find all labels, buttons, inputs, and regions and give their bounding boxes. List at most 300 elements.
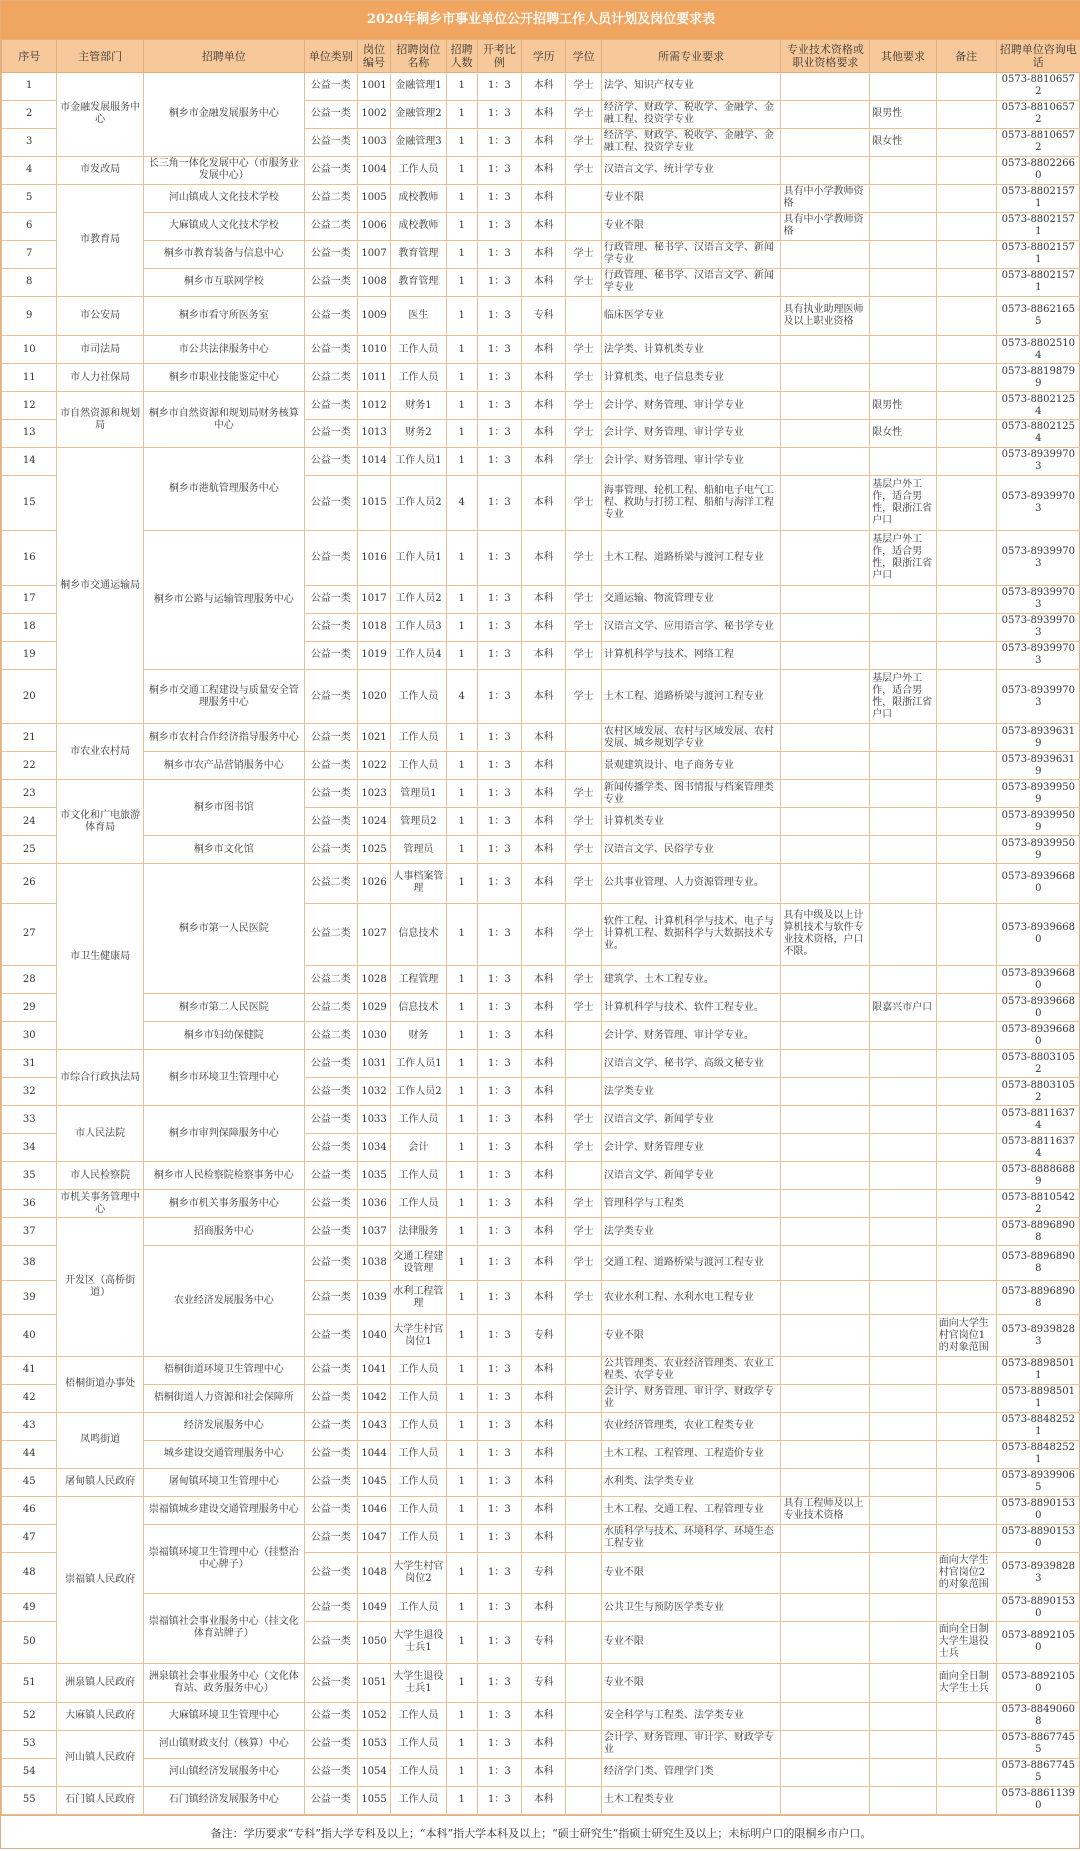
cell-count: 1 xyxy=(446,808,477,836)
cell-seq: 6 xyxy=(2,212,57,240)
cell-degree: 学士 xyxy=(566,1218,601,1246)
cell-phone: 0573-88021571 xyxy=(996,268,1080,296)
cell-remarks xyxy=(936,780,996,808)
cell-post-code: 1005 xyxy=(357,184,390,212)
cell-education: 专科 xyxy=(522,1622,566,1663)
cell-post-code: 1020 xyxy=(357,669,390,724)
cell-other-requirements xyxy=(870,1162,937,1190)
cell-post-name: 大学生村官岗位2 xyxy=(391,1552,446,1593)
cell-unit: 桐乡市文化馆 xyxy=(143,836,304,864)
cell-unit: 市公共法律服务中心 xyxy=(143,336,304,364)
cell-major: 景观建筑设计、电子商务专业 xyxy=(601,752,781,780)
header-category: 单位类别 xyxy=(304,40,357,73)
cell-major: 计算机类、电子信息类专业 xyxy=(601,364,781,392)
cell-post-name: 管理员1 xyxy=(391,780,446,808)
cell-unit: 招商服务中心 xyxy=(143,1218,304,1246)
cell-education: 本科 xyxy=(522,1106,566,1134)
table-row xyxy=(2,1786,1080,1814)
cell-count: 1 xyxy=(446,73,477,101)
cell-remarks xyxy=(936,641,996,669)
cell-ratio: 1：3 xyxy=(477,1315,521,1356)
cell-degree xyxy=(566,1078,601,1106)
cell-unit: 桐乡市第一人民医院 xyxy=(143,864,304,994)
cell-education: 本科 xyxy=(522,128,566,156)
cell-post-name: 工作人员 xyxy=(391,724,446,752)
cell-ratio: 1：3 xyxy=(477,1246,521,1281)
cell-seq: 46 xyxy=(2,1496,57,1524)
cell-phone: 0573-88921050 xyxy=(996,1622,1080,1663)
cell-category: 公益一类 xyxy=(304,1050,357,1078)
cell-post-name: 工作人员 xyxy=(391,1786,446,1814)
cell-post-name: 会计 xyxy=(391,1134,446,1162)
cell-post-code: 1014 xyxy=(357,447,390,475)
cell-degree: 学士 xyxy=(566,364,601,392)
cell-other-requirements xyxy=(870,1786,937,1814)
cell-post-name: 工作人员 xyxy=(391,1496,446,1524)
cell-major: 汉语言文学、统计学专业 xyxy=(601,156,781,184)
cell-ratio: 1：3 xyxy=(477,1622,521,1663)
cell-education: 专科 xyxy=(522,1552,566,1593)
cell-post-name: 人事档案管理 xyxy=(391,864,446,903)
cell-education: 本科 xyxy=(522,613,566,641)
cell-unit: 桐乡市职业技能鉴定中心 xyxy=(143,364,304,392)
cell-remarks xyxy=(936,1440,996,1468)
cell-degree: 学士 xyxy=(566,268,601,296)
table-row xyxy=(2,864,1080,903)
cell-phone: 0573-89399509 xyxy=(996,808,1080,836)
cell-count: 1 xyxy=(446,420,477,448)
cell-major: 农业经济管理类，农业工程类专业 xyxy=(601,1412,781,1440)
cell-count: 1 xyxy=(446,1622,477,1663)
cell-qualification xyxy=(781,1524,870,1552)
table-row xyxy=(2,1050,1080,1078)
cell-ratio: 1：3 xyxy=(477,808,521,836)
cell-ratio: 1：3 xyxy=(477,1496,521,1524)
cell-count: 1 xyxy=(446,1050,477,1078)
cell-post-code: 1022 xyxy=(357,752,390,780)
cell-count: 1 xyxy=(446,836,477,864)
cell-seq: 49 xyxy=(2,1594,57,1622)
cell-post-code: 1033 xyxy=(357,1106,390,1134)
cell-qualification xyxy=(781,864,870,903)
cell-major: 公共管理类、农业经济管理类、农业工程类、农学专业 xyxy=(601,1356,781,1384)
cell-post-code: 1029 xyxy=(357,994,390,1022)
cell-remarks xyxy=(936,1524,996,1552)
table-row xyxy=(2,1246,1080,1281)
cell-unit: 崇福镇城乡建设交通管理服务中心 xyxy=(143,1496,304,1524)
table-row xyxy=(2,336,1080,364)
cell-post-code: 1034 xyxy=(357,1134,390,1162)
cell-remarks xyxy=(936,752,996,780)
cell-qualification xyxy=(781,669,870,724)
cell-ratio: 1：3 xyxy=(477,268,521,296)
cell-phone: 0573-88021571 xyxy=(996,184,1080,212)
cell-education: 本科 xyxy=(522,1468,566,1496)
cell-phone: 0573-89399703 xyxy=(996,613,1080,641)
cell-category: 公益一类 xyxy=(304,100,357,128)
cell-other-requirements: 限嘉兴市户口 xyxy=(870,994,937,1022)
cell-category: 公益一类 xyxy=(304,585,357,613)
table-row xyxy=(2,1106,1080,1134)
cell-seq: 24 xyxy=(2,808,57,836)
cell-phone: 0573-88025104 xyxy=(996,336,1080,364)
cell-degree xyxy=(566,296,601,335)
cell-other-requirements xyxy=(870,836,937,864)
cell-ratio: 1：3 xyxy=(477,1162,521,1190)
cell-ratio: 1：3 xyxy=(477,641,521,669)
cell-degree: 学士 xyxy=(566,613,601,641)
cell-education: 本科 xyxy=(522,530,566,585)
cell-post-name: 工作人员 xyxy=(391,1384,446,1412)
cell-education: 本科 xyxy=(522,864,566,903)
cell-post-name: 管理员 xyxy=(391,836,446,864)
cell-post-code: 1043 xyxy=(357,1412,390,1440)
cell-post-name: 工作人员 xyxy=(391,1190,446,1218)
cell-other-requirements xyxy=(870,1702,937,1730)
cell-ratio: 1：3 xyxy=(477,994,521,1022)
cell-unit: 桐乡市互联网学校 xyxy=(143,268,304,296)
cell-remarks xyxy=(936,1594,996,1622)
cell-qualification xyxy=(781,641,870,669)
cell-unit: 河山镇经济发展服务中心 xyxy=(143,1758,304,1786)
cell-major: 安全科学与工程类、法学类专业 xyxy=(601,1702,781,1730)
cell-other-requirements xyxy=(870,1218,937,1246)
cell-qualification xyxy=(781,1106,870,1134)
cell-other-requirements: 基层户外工作，适合男性，限浙江省户口 xyxy=(870,475,937,530)
cell-count: 1 xyxy=(446,1218,477,1246)
cell-department: 市人民法院 xyxy=(57,1106,143,1162)
cell-post-code: 1019 xyxy=(357,641,390,669)
cell-count: 1 xyxy=(446,128,477,156)
cell-seq: 13 xyxy=(2,420,57,448)
cell-remarks xyxy=(936,1162,996,1190)
table-row xyxy=(2,73,1080,101)
cell-department: 河山镇人民政府 xyxy=(57,1730,143,1786)
cell-major: 农村区域发展、农村与区域发展、农村发展、城乡规划学专业 xyxy=(601,724,781,752)
cell-post-code: 1001 xyxy=(357,73,390,101)
cell-other-requirements xyxy=(870,447,937,475)
cell-other-requirements xyxy=(870,752,937,780)
cell-remarks xyxy=(936,475,996,530)
cell-seq: 19 xyxy=(2,641,57,669)
cell-seq: 30 xyxy=(2,1022,57,1050)
cell-unit: 石门镇经济发展服务中心 xyxy=(143,1786,304,1814)
cell-other-requirements xyxy=(870,1552,937,1593)
cell-post-code: 1055 xyxy=(357,1786,390,1814)
cell-other-requirements xyxy=(870,1663,937,1702)
cell-count: 1 xyxy=(446,1496,477,1524)
cell-post-code: 1046 xyxy=(357,1496,390,1524)
cell-category: 公益一类 xyxy=(304,780,357,808)
cell-degree xyxy=(566,1663,601,1702)
cell-category: 公益二类 xyxy=(304,966,357,994)
cell-category: 公益一类 xyxy=(304,1280,357,1315)
cell-post-code: 1052 xyxy=(357,1702,390,1730)
cell-seq: 11 xyxy=(2,364,57,392)
cell-major: 软件工程、计算机科学与技术、电子与计算机工程、数据科学与大数据技术专业。 xyxy=(601,903,781,966)
cell-seq: 1 xyxy=(2,73,57,101)
cell-post-name: 大学生村官岗位1 xyxy=(391,1315,446,1356)
cell-post-code: 1021 xyxy=(357,724,390,752)
cell-education: 本科 xyxy=(522,420,566,448)
cell-post-name: 工作人员 xyxy=(391,1758,446,1786)
cell-qualification xyxy=(781,73,870,101)
table-row xyxy=(2,296,1080,335)
cell-count: 1 xyxy=(446,1078,477,1106)
cell-seq: 3 xyxy=(2,128,57,156)
cell-ratio: 1：3 xyxy=(477,1786,521,1814)
cell-degree: 学士 xyxy=(566,420,601,448)
cell-remarks: 面向全日制大学生退役士兵 xyxy=(936,1622,996,1663)
cell-category: 公益一类 xyxy=(304,296,357,335)
cell-ratio: 1：3 xyxy=(477,1524,521,1552)
cell-post-code: 1047 xyxy=(357,1524,390,1552)
cell-qualification xyxy=(781,1594,870,1622)
cell-category: 公益一类 xyxy=(304,1786,357,1814)
cell-qualification xyxy=(781,808,870,836)
cell-major: 计算机类专业 xyxy=(601,808,781,836)
cell-ratio: 1：3 xyxy=(477,128,521,156)
cell-post-code: 1015 xyxy=(357,475,390,530)
cell-phone: 0573-88985011 xyxy=(996,1384,1080,1412)
cell-qualification: 具有中小学教师资格 xyxy=(781,184,870,212)
cell-major: 汉语言文学、秘书学、高级文秘专业 xyxy=(601,1050,781,1078)
cell-post-name: 工作人员2 xyxy=(391,475,446,530)
cell-ratio: 1：3 xyxy=(477,530,521,585)
cell-education: 本科 xyxy=(522,1280,566,1315)
cell-post-code: 1035 xyxy=(357,1162,390,1190)
cell-category: 公益一类 xyxy=(304,1412,357,1440)
cell-other-requirements xyxy=(870,1622,937,1663)
cell-post-name: 工作人员 xyxy=(391,156,446,184)
cell-ratio: 1：3 xyxy=(477,1468,521,1496)
cell-category: 公益一类 xyxy=(304,724,357,752)
cell-post-code: 1049 xyxy=(357,1594,390,1622)
cell-post-code: 1048 xyxy=(357,1552,390,1593)
cell-post-code: 1018 xyxy=(357,613,390,641)
cell-qualification xyxy=(781,268,870,296)
cell-degree xyxy=(566,1412,601,1440)
cell-major: 土木工程、道路桥梁与渡河工程专业 xyxy=(601,669,781,724)
cell-major: 法学、知识产权专业 xyxy=(601,73,781,101)
cell-seq: 41 xyxy=(2,1356,57,1384)
cell-other-requirements xyxy=(870,1246,937,1281)
cell-other-requirements xyxy=(870,1356,937,1384)
cell-count: 1 xyxy=(446,1190,477,1218)
cell-seq: 54 xyxy=(2,1758,57,1786)
cell-count: 1 xyxy=(446,1702,477,1730)
cell-category: 公益一类 xyxy=(304,1162,357,1190)
cell-post-code: 1030 xyxy=(357,1022,390,1050)
cell-post-name: 工作人员 xyxy=(391,364,446,392)
cell-phone: 0573-89396680 xyxy=(996,994,1080,1022)
cell-count: 1 xyxy=(446,296,477,335)
cell-qualification xyxy=(781,1246,870,1281)
cell-seq: 31 xyxy=(2,1050,57,1078)
cell-count: 1 xyxy=(446,1356,477,1384)
cell-post-code: 1032 xyxy=(357,1078,390,1106)
cell-phone: 0573-89399703 xyxy=(996,475,1080,530)
cell-ratio: 1：3 xyxy=(477,1663,521,1702)
cell-qualification xyxy=(781,1078,870,1106)
recruitment-table xyxy=(1,39,1080,1815)
cell-qualification xyxy=(781,1663,870,1702)
cell-degree: 学士 xyxy=(566,73,601,101)
cell-phone: 0573-88021254 xyxy=(996,392,1080,420)
cell-seq: 7 xyxy=(2,240,57,268)
cell-phone: 0573-88105422 xyxy=(996,1190,1080,1218)
cell-degree xyxy=(566,1594,601,1622)
header-count: 招聘人数 xyxy=(446,40,477,73)
cell-category: 公益一类 xyxy=(304,641,357,669)
cell-phone: 0573-88031052 xyxy=(996,1050,1080,1078)
table-row xyxy=(2,1730,1080,1758)
cell-post-code: 1050 xyxy=(357,1622,390,1663)
cell-post-code: 1003 xyxy=(357,128,390,156)
cell-major: 交通工程、道路桥梁与渡河工程专业 xyxy=(601,1246,781,1281)
cell-qualification xyxy=(781,1022,870,1050)
cell-remarks xyxy=(936,724,996,752)
cell-ratio: 1：3 xyxy=(477,966,521,994)
cell-seq: 34 xyxy=(2,1134,57,1162)
cell-degree xyxy=(566,1440,601,1468)
cell-ratio: 1：3 xyxy=(477,1022,521,1050)
cell-count: 1 xyxy=(446,1594,477,1622)
cell-remarks xyxy=(936,864,996,903)
cell-category: 公益一类 xyxy=(304,1190,357,1218)
cell-post-name: 信息技术 xyxy=(391,903,446,966)
cell-degree xyxy=(566,1356,601,1384)
cell-remarks: 面向全日制大学生士兵 xyxy=(936,1663,996,1702)
cell-other-requirements xyxy=(870,364,937,392)
cell-post-name: 工作人员 xyxy=(391,752,446,780)
cell-category: 公益一类 xyxy=(304,1246,357,1281)
cell-count: 1 xyxy=(446,156,477,184)
cell-post-name: 成校教师 xyxy=(391,212,446,240)
cell-phone: 0573-88968908 xyxy=(996,1218,1080,1246)
cell-degree xyxy=(566,1786,601,1814)
cell-major: 专业不限 xyxy=(601,1622,781,1663)
cell-category: 公益一类 xyxy=(304,752,357,780)
cell-degree: 学士 xyxy=(566,864,601,903)
cell-post-name: 工作人员 xyxy=(391,1524,446,1552)
cell-qualification xyxy=(781,420,870,448)
cell-seq: 38 xyxy=(2,1246,57,1281)
cell-count: 1 xyxy=(446,184,477,212)
table-row xyxy=(2,184,1080,212)
cell-post-name: 工作人员 xyxy=(391,1730,446,1758)
cell-category: 公益一类 xyxy=(304,1134,357,1162)
cell-remarks xyxy=(936,156,996,184)
cell-qualification xyxy=(781,392,870,420)
cell-education: 专科 xyxy=(522,1315,566,1356)
cell-post-name: 工作人员 xyxy=(391,1162,446,1190)
cell-other-requirements xyxy=(870,585,937,613)
cell-degree xyxy=(566,184,601,212)
cell-post-name: 金融管理1 xyxy=(391,73,446,101)
cell-phone: 0573-88677455 xyxy=(996,1730,1080,1758)
cell-category: 公益二类 xyxy=(304,1022,357,1050)
cell-education: 本科 xyxy=(522,669,566,724)
cell-phone: 0573-89399065 xyxy=(996,1468,1080,1496)
cell-degree xyxy=(566,1050,601,1078)
table-body xyxy=(2,73,1080,1815)
cell-major: 新闻传播学类、图书情报与档案管理类专业 xyxy=(601,780,781,808)
cell-degree: 学士 xyxy=(566,903,601,966)
cell-phone: 0573-88482521 xyxy=(996,1440,1080,1468)
cell-category: 公益一类 xyxy=(304,1594,357,1622)
cell-unit: 大麻镇成人文化技术学校 xyxy=(143,212,304,240)
cell-degree xyxy=(566,1524,601,1552)
cell-phone: 0573-88901530 xyxy=(996,1496,1080,1524)
cell-post-name: 工作人员2 xyxy=(391,1078,446,1106)
cell-count: 1 xyxy=(446,1524,477,1552)
cell-degree: 学士 xyxy=(566,240,601,268)
cell-phone: 0573-89396319 xyxy=(996,724,1080,752)
cell-remarks xyxy=(936,364,996,392)
cell-education: 本科 xyxy=(522,475,566,530)
cell-post-code: 1004 xyxy=(357,156,390,184)
cell-post-name: 工作人员4 xyxy=(391,641,446,669)
cell-phone: 0573-88116374 xyxy=(996,1134,1080,1162)
cell-department: 凤鸣街道 xyxy=(57,1412,143,1468)
cell-degree: 学士 xyxy=(566,808,601,836)
cell-seq: 39 xyxy=(2,1280,57,1315)
cell-category: 公益一类 xyxy=(304,447,357,475)
cell-major: 水质科学与技术、环境科学、环境生态工程专业 xyxy=(601,1524,781,1552)
cell-category: 公益一类 xyxy=(304,1622,357,1663)
cell-ratio: 1：3 xyxy=(477,585,521,613)
cell-major: 专业不限 xyxy=(601,212,781,240)
cell-count: 1 xyxy=(446,1134,477,1162)
cell-department: 市金融发展服务中心 xyxy=(57,73,143,157)
header-phone: 招聘单位咨询电话 xyxy=(996,40,1080,73)
cell-phone: 0573-89399509 xyxy=(996,780,1080,808)
cell-degree xyxy=(566,1468,601,1496)
cell-category: 公益一类 xyxy=(304,240,357,268)
cell-count: 1 xyxy=(446,903,477,966)
table-row xyxy=(2,1758,1080,1786)
cell-qualification xyxy=(781,1412,870,1440)
cell-seq: 9 xyxy=(2,296,57,335)
cell-post-code: 1042 xyxy=(357,1384,390,1412)
cell-seq: 44 xyxy=(2,1440,57,1468)
cell-post-code: 1010 xyxy=(357,336,390,364)
cell-major: 公共卫生与预防医学类专业 xyxy=(601,1594,781,1622)
cell-phone: 0573-88968908 xyxy=(996,1280,1080,1315)
cell-education: 本科 xyxy=(522,724,566,752)
cell-other-requirements xyxy=(870,1022,937,1050)
cell-unit: 洲泉镇社会事业服务中心（文化体育站、政务服务中心） xyxy=(143,1663,304,1702)
cell-qualification: 具有中小学教师资格 xyxy=(781,212,870,240)
cell-count: 1 xyxy=(446,641,477,669)
cell-major: 专业不限 xyxy=(601,1552,781,1593)
cell-ratio: 1：3 xyxy=(477,864,521,903)
cell-seq: 55 xyxy=(2,1786,57,1814)
cell-degree: 学士 xyxy=(566,128,601,156)
cell-education: 本科 xyxy=(522,336,566,364)
cell-category: 公益一类 xyxy=(304,420,357,448)
cell-post-name: 工作人员 xyxy=(391,1702,446,1730)
cell-post-name: 成校教师 xyxy=(391,184,446,212)
cell-other-requirements xyxy=(870,156,937,184)
cell-other-requirements xyxy=(870,1134,937,1162)
cell-phone: 0573-89396319 xyxy=(996,752,1080,780)
cell-qualification xyxy=(781,1384,870,1412)
cell-ratio: 1：3 xyxy=(477,1702,521,1730)
cell-remarks xyxy=(936,613,996,641)
cell-degree: 学士 xyxy=(566,392,601,420)
